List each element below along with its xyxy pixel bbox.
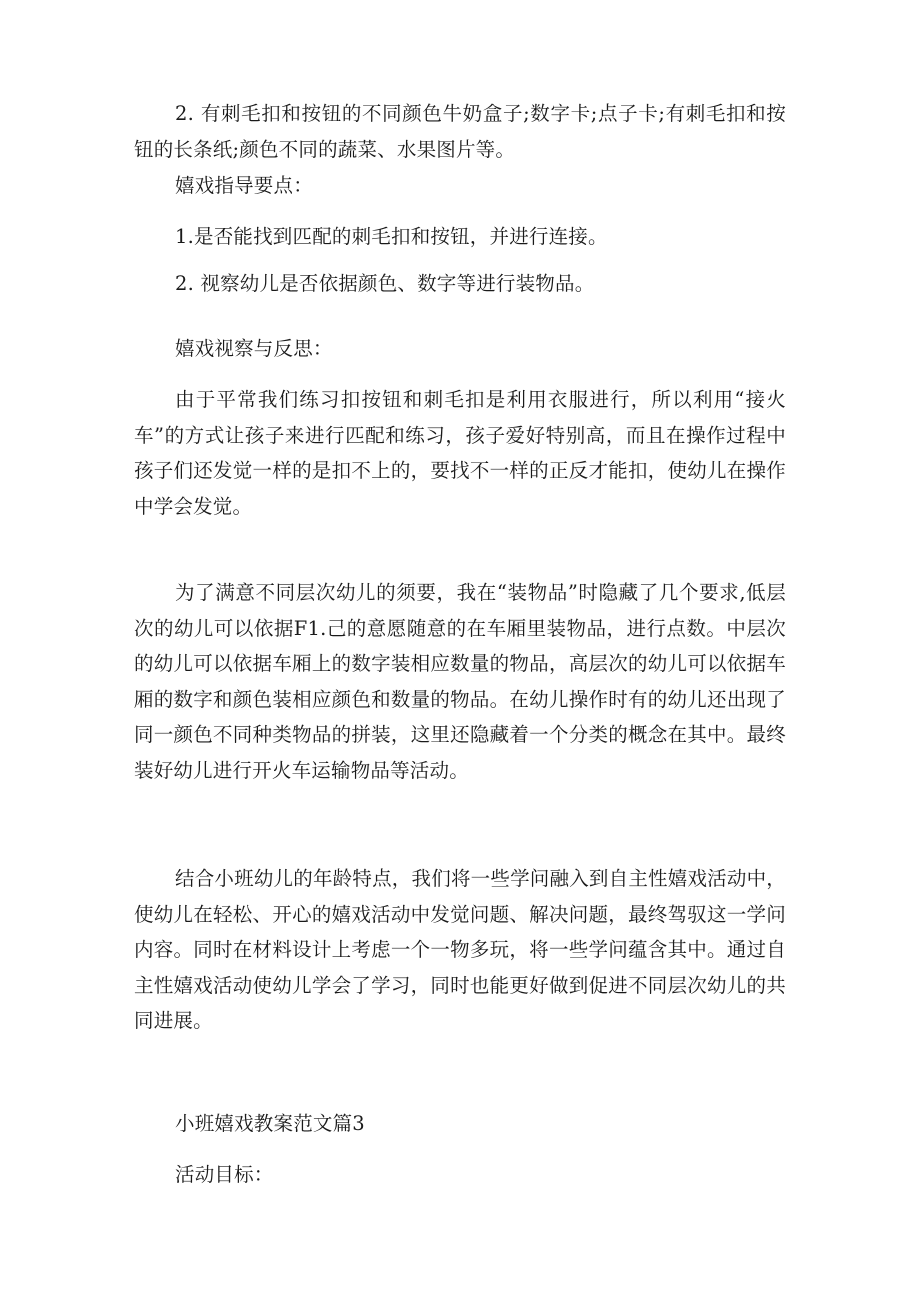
reflection-paragraph-2: [134, 575, 786, 788]
section-heading: 嬉戏指导要点：: [175, 174, 313, 197]
section-title: 小班嬉戏教案范文篇3: [175, 1112, 365, 1135]
reflection-heading-block: [134, 331, 786, 367]
materials-paragraph: [134, 96, 786, 167]
guidance-item-2-block: [134, 266, 786, 302]
reflection-paragraph-3: [134, 861, 786, 1039]
list-item: 2. 视察幼儿是否依据颜色、数字等进行装物品。: [175, 272, 595, 295]
paragraph: 结合小班幼儿的年龄特点，我们将一些学问融入到自主性嬉戏活动中，使幼儿在轻松、开心的嬉戏活动中发觉问题、解决问题，最终驾驭这一学问内容。同时在材料设计上考虑一个一物多玩，将一些学问蕴含其中。通过自主性嬉戏活动使幼儿学会了学习，同时也能更好做到促进不同层次幼儿的共同进展。: [134, 867, 786, 1032]
section-heading: 活动目标：: [175, 1163, 274, 1186]
reflection-paragraph-1: [134, 382, 786, 524]
paragraph: 2. 有刺毛扣和按钮的不同颜色牛奶盒子;数字卡;点子卡;有刺毛扣和按钮的长条纸;颜色不同的蔬菜、水果图片等。: [134, 102, 786, 161]
list-item: 1.是否能找到匹配的刺毛扣和按钮，并进行连接。: [175, 225, 608, 248]
next-section-title-block: [134, 1106, 786, 1142]
guidance-heading-block: [134, 168, 786, 204]
guidance-item-1-block: [134, 219, 786, 255]
section-heading: 嬉戏视察与反思：: [175, 337, 333, 360]
objectives-heading-block: [134, 1157, 786, 1193]
paragraph: 为了满意不同层次幼儿的须要，我在“装物品”时隐藏了几个要求,低层次的幼儿可以依据F1.己的意愿随意的在车厢里装物品，进行点数。中层次的幼儿可以依据车厢上的数字装相应数量的物品，高层次的幼儿可以依据车厢的数字和颜色装相应颜色和数量的物品。在幼儿操作时有的幼儿还出现了同一颜色不同种类物品的拼装，这里还隐藏着一个分类的概念在其中。最终装好幼儿进行开火车运输物品等活动。: [134, 581, 786, 782]
paragraph: 由于平常我们练习扣按钮和刺毛扣是利用衣服进行，所以利用“接火车”的方式让孩子来进行匹配和练习，孩子爱好特别高，而且在操作过程中孩子们还发觉一样的是扣不上的，要找不一样的正反才能扣，使幼儿在操作中学会发觉。: [134, 388, 786, 518]
